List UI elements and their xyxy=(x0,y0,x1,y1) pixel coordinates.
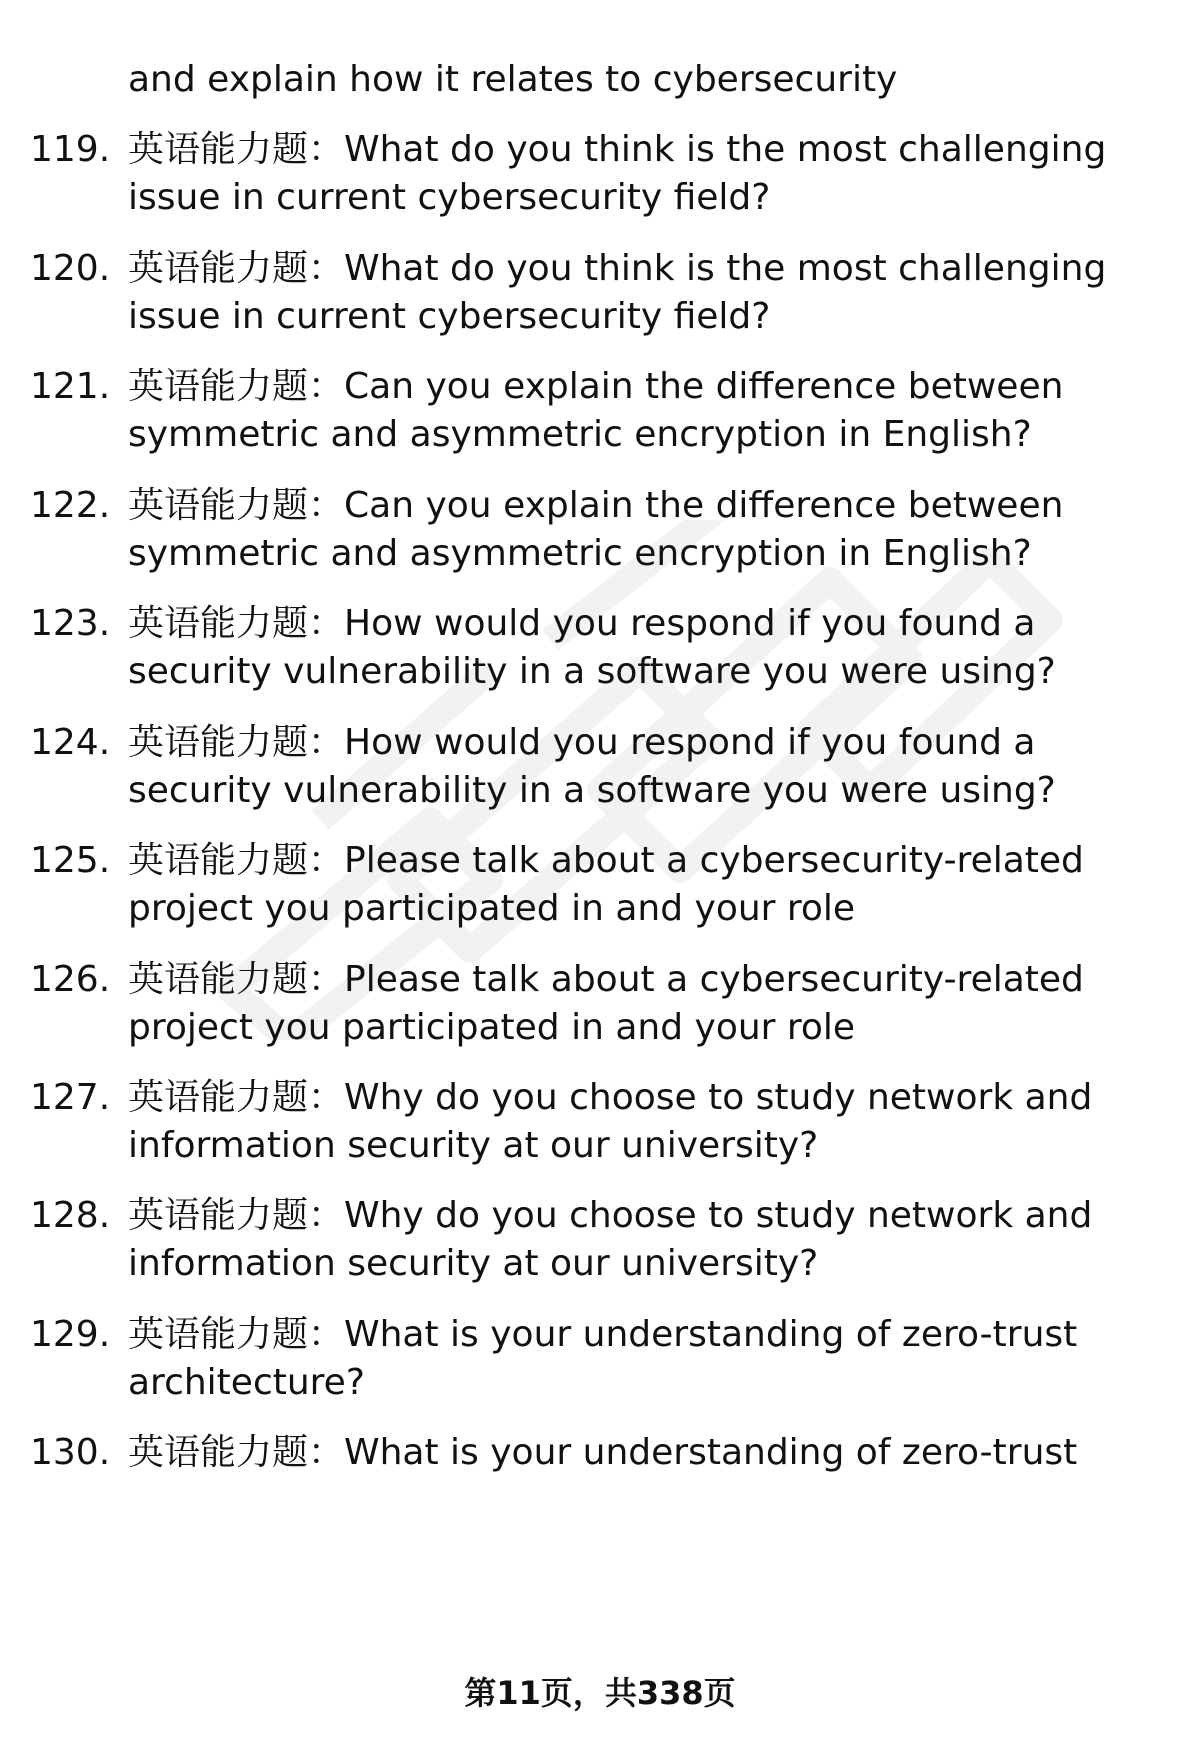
question-text: Can you explain the difference between xyxy=(344,485,1064,526)
question-text: How would you respond if you found a xyxy=(344,722,1036,763)
question-prefix: 英语能力题： xyxy=(128,959,345,1000)
question-number: 126. xyxy=(30,959,111,1000)
question-text: What do you think is the most challenging xyxy=(344,248,1107,289)
question-text-continued: issue in current cybersecurity field? xyxy=(128,177,771,218)
question-prefix: 英语能力题： xyxy=(128,603,345,644)
question-prefix: 英语能力题： xyxy=(128,129,345,170)
page-footer: 第11页，共338页 xyxy=(464,1674,736,1712)
question-text-continued: project you participated in and your role xyxy=(128,1007,856,1048)
question-number: 127. xyxy=(30,1077,111,1118)
question-prefix: 英语能力题： xyxy=(128,840,345,881)
question-prefix: 英语能力题： xyxy=(128,485,345,526)
question-text-continued: information security at our university? xyxy=(128,1243,819,1284)
question-prefix: 英语能力题： xyxy=(128,722,345,763)
question-prefix: 英语能力题： xyxy=(128,1077,345,1118)
question-text: What is your understanding of zero-trust xyxy=(344,1314,1078,1355)
question-number: 119. xyxy=(30,129,111,170)
question-text-continued: project you participated in and your role xyxy=(128,888,856,929)
question-prefix: 英语能力题： xyxy=(128,1195,345,1236)
question-number: 120. xyxy=(30,248,111,289)
question-text-continued: security vulnerability in a software you were using? xyxy=(128,770,1056,811)
question-prefix: 英语能力题： xyxy=(128,248,345,289)
question-text: Why do you choose to study network and xyxy=(344,1195,1093,1236)
question-text: How would you respond if you found a xyxy=(344,603,1036,644)
question-prefix: 英语能力题： xyxy=(128,1314,345,1355)
question-text: What is your understanding of zero-trust xyxy=(344,1432,1078,1473)
question-text-continued: symmetric and asymmetric encryption in English? xyxy=(128,533,1032,574)
question-number: 121. xyxy=(30,366,111,407)
question-text: Can you explain the difference between xyxy=(344,366,1064,407)
question-number: 122. xyxy=(30,485,111,526)
question-text-continued: information security at our university? xyxy=(128,1125,819,1166)
question-text-continued: issue in current cybersecurity field? xyxy=(128,296,771,337)
question-prefix: 英语能力题： xyxy=(128,366,345,407)
question-text-continued: symmetric and asymmetric encryption in English? xyxy=(128,414,1032,455)
question-text: Please talk about a cybersecurity-related xyxy=(344,840,1084,881)
question-text-continued: security vulnerability in a software you were using? xyxy=(128,651,1056,692)
question-text: What do you think is the most challenging xyxy=(344,129,1107,170)
question-prefix: 英语能力题： xyxy=(128,1432,345,1473)
question-number: 129. xyxy=(30,1314,111,1355)
question-number: 125. xyxy=(30,840,111,881)
question-number: 128. xyxy=(30,1195,111,1236)
question-number: 130. xyxy=(30,1432,111,1473)
question-text: Why do you choose to study network and xyxy=(344,1077,1093,1118)
question-number: 124. xyxy=(30,722,111,763)
continuation-text: and explain how it relates to cybersecurity xyxy=(128,59,898,100)
question-text-continued: architecture? xyxy=(128,1362,365,1403)
question-text: Please talk about a cybersecurity-related xyxy=(344,959,1084,1000)
question-number: 123. xyxy=(30,603,111,644)
